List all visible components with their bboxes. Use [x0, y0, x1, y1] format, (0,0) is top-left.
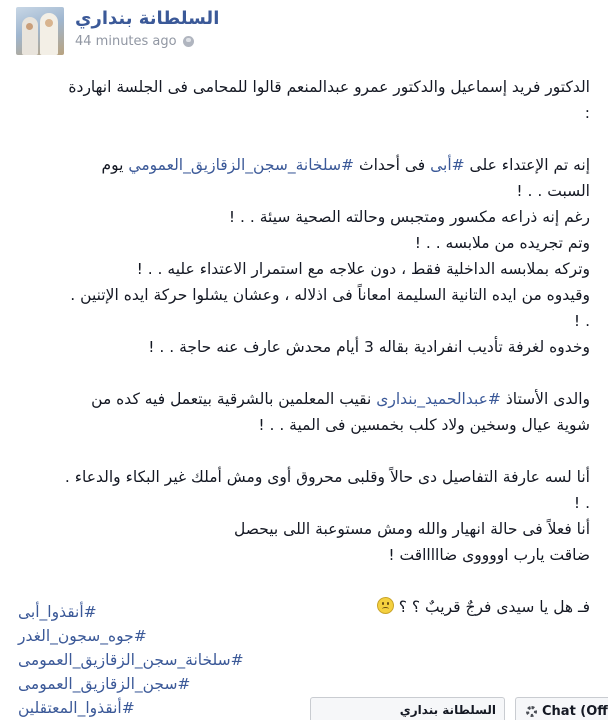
gear-icon — [526, 706, 537, 717]
author-name-link[interactable]: السلطانة بنداري — [75, 8, 220, 29]
chat-bar-label: Chat (Off — [542, 703, 608, 719]
avatar-face-right — [45, 19, 53, 27]
post-text-line: . ! — [573, 312, 590, 330]
inline-hashtag-link[interactable]: #أبى — [430, 156, 465, 174]
post-text-line — [10, 126, 590, 152]
chat-conversation-tab[interactable] — [310, 697, 505, 720]
post-text-line — [10, 568, 590, 594]
post-text-line — [10, 438, 590, 464]
post-header — [0, 0, 608, 60]
globe-icon[interactable] — [183, 36, 194, 47]
hashtag-link[interactable]: #سلخانة_سجن_الزقازيق_العمومى — [18, 651, 244, 669]
post-text-line: وقيدوه من ايده التانية السليمة امعاناً فى اذلاله ، وعشان يشلوا حركة ايده الإتنين . — [70, 286, 590, 304]
frown-emoji-icon — [377, 597, 394, 614]
hashtag-link[interactable]: #أنقذوا_المعتقلين — [18, 699, 135, 717]
avatar-face-left — [26, 23, 33, 30]
post-text-line: : — [584, 104, 590, 122]
post-text-line: . ! — [573, 494, 590, 512]
post-timestamp-link[interactable]: 44 minutes ago — [75, 34, 177, 49]
hashtag-link[interactable]: #جوه_سجون_الغدر — [18, 627, 147, 645]
inline-hashtag-link[interactable]: #عبدالحميد_بندارى — [376, 390, 501, 408]
post-text-line: أنا لسه عارفة التفاصيل دى حالاً وقلبى محروق أوى ومش أملك غير البكاء والدعاء . — [64, 468, 590, 486]
inline-hashtag-link[interactable]: #سلخانة_سجن_الزقازيق_العمومي — [128, 156, 355, 174]
chat-tab-name: السلطانة بنداري — [399, 703, 496, 717]
post-text-line: أنا فعلاً فى حالة انهيار والله ومش مستوعبة اللى بيحصل — [234, 520, 590, 538]
post-text-line: فـ هل يا سيدى فرجٌ قريبٌ ؟ ؟ — [10, 594, 590, 620]
post-hashtags — [18, 600, 244, 720]
author-avatar[interactable] — [16, 7, 64, 55]
post-text-line — [10, 360, 590, 386]
post-body — [10, 74, 590, 620]
post-meta — [75, 34, 194, 49]
post-text-line: وتركه بملابسه الداخلية فقط ، دون علاجه مع استمرار الاعتداء عليه . . ! — [136, 260, 590, 278]
post-text-line: السبت . . ! — [516, 182, 590, 200]
post-text-line: الدكتور فريد إسماعيل والدكتور عمرو عبدالمنعم قالوا للمحامى فى الجلسة انهاردة — [68, 78, 590, 96]
chat-sidebar-toggle[interactable] — [515, 697, 608, 720]
hashtag-link[interactable]: #سجن_الزقازيق_العمومى — [18, 675, 191, 693]
post-text-line: رغم إنه ذراعه مكسور ومتجبس وحالته الصحية سيئة . . ! — [228, 208, 590, 226]
post-text-line: والدى الأستاذ #عبدالحميد_بندارى نقيب المعلمين بالشرقية بيتعمل فيه كده من — [91, 390, 590, 408]
post-text-line: وخدوه لغرفة تأديب انفرادية بقاله 3 أيام محدش عارف عنه حاجة . . ! — [148, 338, 590, 356]
post-text-line: ضاقت يارب اووووى ضاااااقت ! — [388, 546, 590, 564]
post-text-line: إنه تم الإعتداء على #أبى فى أحداث #سلخانة_سجن_الزقازيق_العمومي يوم — [101, 156, 590, 174]
post-text-line: شوية عيال وسخين ولاد كلب بخمسين فى المية . . ! — [258, 416, 590, 434]
hashtag-link[interactable]: #أنقذوا_أبى — [18, 603, 97, 621]
post-text-line: وتم تجريده من ملابسه . . ! — [414, 234, 590, 252]
